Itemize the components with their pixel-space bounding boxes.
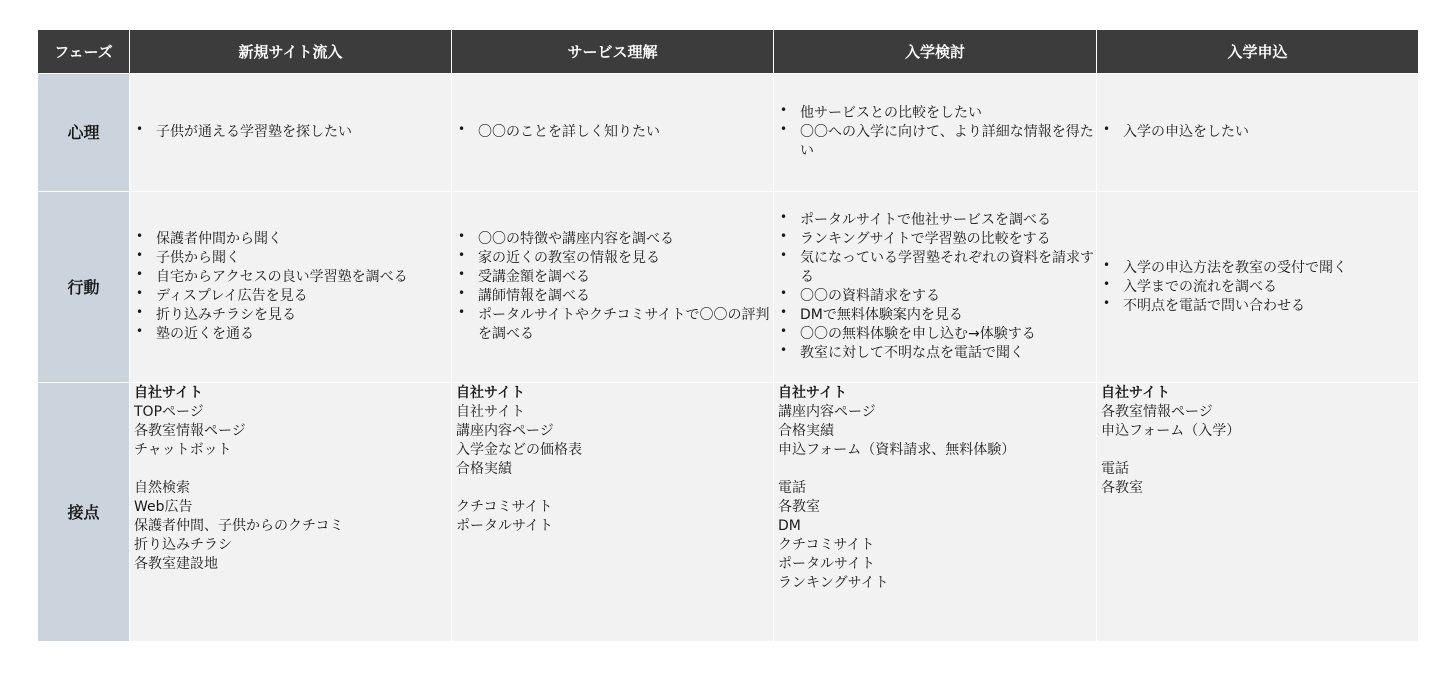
touchpoint-line: 各教室情報ページ <box>134 423 246 439</box>
touchpoint-line: 合格実績 <box>456 461 512 477</box>
spacer <box>778 460 1094 479</box>
list-item: • ランキングサイトで学習塾の比較をする <box>778 230 1094 249</box>
touchpoint-line: 申込フォーム（資料請求、無料体験） <box>778 442 1016 458</box>
header-enrollment-consideration: 入学検討 <box>774 30 1097 73</box>
touchpoint-line: 自社サイト <box>456 404 526 420</box>
touchpoint-lines <box>134 403 449 574</box>
list-item: • ディスプレイ広告を見る <box>134 287 449 306</box>
list-item: • 入学の申込をしたい <box>1101 123 1416 142</box>
touchpoint-line: 各教室 <box>1101 480 1143 496</box>
list-item: • 〇〇の無料体験を申し込む→体験する <box>778 325 1094 344</box>
list-item: • 〇〇の資料請求をする <box>778 287 1094 306</box>
touchpoint-line: ポータルサイト <box>456 518 554 534</box>
header-service-understanding: サービス理解 <box>452 30 774 73</box>
touchpoint-lines <box>456 403 771 536</box>
cell-touchpoint-col1 <box>130 382 452 641</box>
bullet-list <box>1101 259 1416 316</box>
cell-psychology-col1 <box>130 73 452 191</box>
list-item: • 塾の近くを通る <box>134 325 449 344</box>
touchpoint-line: 入学金などの価格表 <box>456 442 582 458</box>
list-item: • 保護者仲間から聞く <box>134 230 449 249</box>
touchpoint-line: 各教室建設地 <box>134 556 218 572</box>
row-label-psychology: 心理 <box>38 73 130 191</box>
touchpoint-line: Web広告 <box>134 499 193 515</box>
list-item: • 他サービスとの比較をしたい <box>778 104 1094 123</box>
touchpoint-line: 各教室情報ページ <box>1101 404 1213 420</box>
touchpoint-heading: 自社サイト <box>1101 385 1171 401</box>
cell-action-col4 <box>1097 191 1419 382</box>
touchpoint-line: ポータルサイト <box>778 556 876 572</box>
cell-touchpoint-col3 <box>774 382 1097 641</box>
row-label-touchpoint: 接点 <box>38 382 130 641</box>
spacer <box>456 479 771 498</box>
touchpoint-line: TOPページ <box>134 404 204 420</box>
touchpoint-line: DM <box>778 518 801 534</box>
list-item: • 子供から聞く <box>134 249 449 268</box>
list-item: • DMで無料体験案内を見る <box>778 306 1094 325</box>
row-label-action: 行動 <box>38 191 130 382</box>
list-item: • 気になっている学習塾それぞれの資料を請求する <box>778 249 1094 287</box>
list-item: • 子供が通える学習塾を探したい <box>134 123 449 142</box>
list-item: • 受講金額を調べる <box>456 268 771 287</box>
bullet-list <box>778 211 1094 363</box>
cell-psychology-col4 <box>1097 73 1419 191</box>
touchpoint-line: 保護者仲間、子供からのクチコミ <box>134 518 344 534</box>
touchpoint-lines <box>778 403 1094 593</box>
bullet-list <box>456 123 771 142</box>
list-item: • 〇〇のことを詳しく知りたい <box>456 123 771 142</box>
header-new-site-visit: 新規サイト流入 <box>130 30 452 73</box>
touchpoint-line: 折り込みチラシ <box>134 537 232 553</box>
cell-action-col1 <box>130 191 452 382</box>
list-item: • ポータルサイトで他社サービスを調べる <box>778 211 1094 230</box>
list-item: • 家の近くの教室の情報を見る <box>456 249 771 268</box>
cell-action-col2 <box>452 191 774 382</box>
touchpoint-line: 各教室 <box>778 499 820 515</box>
list-item: • 入学までの流れを調べる <box>1101 278 1416 297</box>
touchpoint-line: 講座内容ページ <box>778 404 876 420</box>
touchpoint-line: 申込フォーム（入学） <box>1101 423 1241 439</box>
row-touchpoint <box>38 382 1419 641</box>
bullet-list <box>134 123 449 142</box>
touchpoint-line: 講座内容ページ <box>456 423 554 439</box>
cell-touchpoint-col2 <box>452 382 774 641</box>
touchpoint-line: 合格実績 <box>778 423 834 439</box>
cell-touchpoint-col4 <box>1097 382 1419 641</box>
touchpoint-line: 電話 <box>778 480 806 496</box>
touchpoint-line: 自然検索 <box>134 480 190 496</box>
touchpoint-line: 電話 <box>1101 461 1129 477</box>
touchpoint-line: クチコミサイト <box>456 499 553 515</box>
list-item: • 入学の申込方法を教室の受付で聞く <box>1101 259 1416 278</box>
row-action <box>38 191 1419 382</box>
list-item: • 不明点を電話で問い合わせる <box>1101 297 1416 316</box>
row-psychology <box>38 73 1419 191</box>
cell-psychology-col3 <box>774 73 1097 191</box>
touchpoint-line: チャットボット <box>134 442 232 458</box>
touchpoint-heading: 自社サイト <box>134 385 204 401</box>
cell-psychology-col2 <box>452 73 774 191</box>
spacer <box>1101 441 1416 460</box>
list-item: • 講師情報を調べる <box>456 287 771 306</box>
list-item: • 〇〇の特徴や講座内容を調べる <box>456 230 771 249</box>
touchpoint-line: クチコミサイト <box>778 537 875 553</box>
list-item: • 〇〇への入学に向けて、より詳細な情報を得たい <box>778 123 1094 161</box>
list-item: • 教室に対して不明な点を電話で聞く <box>778 344 1094 363</box>
bullet-list <box>456 230 771 344</box>
spacer <box>134 460 449 479</box>
cell-action-col3 <box>774 191 1097 382</box>
touchpoint-heading: 自社サイト <box>456 385 526 401</box>
list-item: • 自宅からアクセスの良い学習塾を調べる <box>134 268 449 287</box>
header-enrollment-application: 入学申込 <box>1097 30 1419 73</box>
touchpoint-line: ランキングサイト <box>778 575 889 591</box>
list-item: • ポータルサイトやクチコミサイトで〇〇の評判を調べる <box>456 306 771 344</box>
header-phase: フェーズ <box>38 30 130 73</box>
header-row <box>38 30 1419 73</box>
bullet-list <box>134 230 449 344</box>
bullet-list <box>778 104 1094 161</box>
list-item: • 折り込みチラシを見る <box>134 306 449 325</box>
touchpoint-lines <box>1101 403 1416 498</box>
customer-journey-table <box>38 30 1419 641</box>
touchpoint-heading: 自社サイト <box>778 385 848 401</box>
bullet-list <box>1101 123 1416 142</box>
